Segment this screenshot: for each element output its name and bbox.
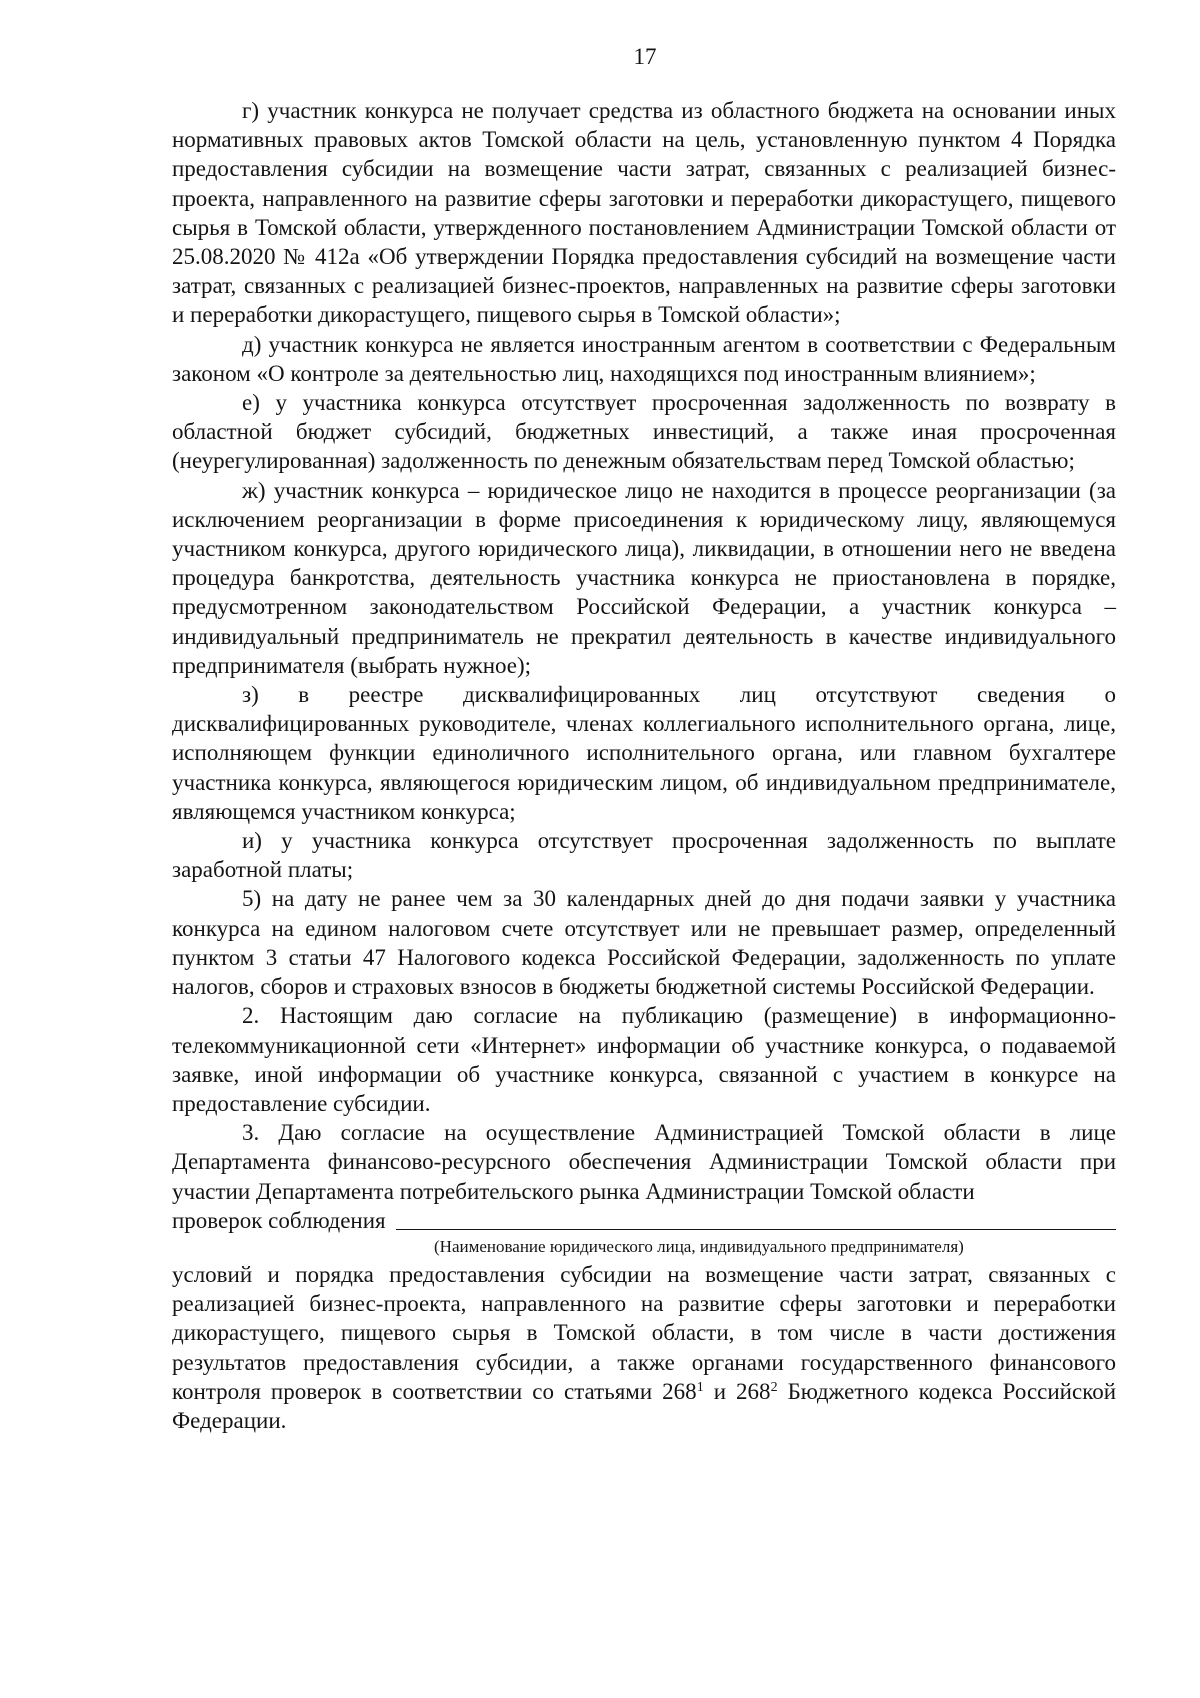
fill-in-blank-line	[396, 1207, 1116, 1230]
paragraph-d: д) участник конкурса не является иностранным агентом в соответствии с Федеральным законом «О контроле за деятельностью лиц, находящихся под иностранным влиянием»;	[172, 331, 1116, 386]
fill-in-lead: проверок соблюдения	[172, 1207, 386, 1233]
paragraph-g: г) участник конкурса не получает средства из областного бюджета на основании иных нормативных правовых актов Томской области на цель, установленную пунктом 4 Порядка предоставления субсидии на возмещение части затрат, связанных с реализацией бизнес-проекта, направленного на развитие сферы заготовки и переработки дикорастущего, пищевого сырья в Томской области, утвержденного постановлением Администрации Томской области от 25.08.2020 № 412а «Об утверждении Порядка предоставления субсидий на возмещение части затрат, связанных с реализацией бизнес-проектов, направленных на развитие сферы заготовки и переработки дикорастущего, пищевого сырья в Томской области»;	[172, 98, 1116, 328]
paragraph-i: и) у участника конкурса отсутствует просроченная задолженность по выплате заработной платы;	[172, 828, 1116, 883]
paragraph-3: 3. Даю согласие на осуществление Администрацией Томской области в лице Департамента финансово-ресурсного обеспечения Администрации Томской области при участии Департамента потребительского рынка Администрации Томской области	[172, 1120, 1116, 1204]
fill-in-caption: (Наименование юридического лица, индивидуального предпринимателя)	[434, 1236, 964, 1256]
paragraph-e: е) у участника конкурса отсутствует просроченная задолженность по возврату в областной бюджет субсидий, бюджетных инвестиций, а также иная просроченная (неурегулированная) задолженность по денежным обязательствам перед Томской областью;	[172, 390, 1116, 474]
paragraph-z: з) в реестре дисквалифицированных лиц отсутствуют сведения о дисквалифицированных руководителе, членах коллегиального исполнительного органа, лице, исполняющем функции единоличного исполнительного органа, или главном бухгалтере участника конкурса, являющегося юридическим лицом, об индивидуальном предпринимателе, являющемся участником конкурса;	[172, 682, 1116, 824]
superscript-2: 2	[770, 1379, 778, 1395]
paragraph-5: 5) на дату не ранее чем за 30 календарных дней до дня подачи заявки у участника конкурса на едином налоговом счете отсутствует или не превышает размер, определенный пунктом 3 статьи 47 Налогового кодекса Российской Федерации, задолженность по уплате налогов, сборов и страховых взносов в бюджеты бюджетной системы Российской Федерации.	[172, 886, 1116, 1000]
page-number: 17	[633, 44, 657, 69]
document-body	[172, 96, 1116, 1435]
superscript-1: 1	[696, 1379, 704, 1395]
paragraph-3-continued	[172, 1260, 1116, 1435]
fill-in-row	[172, 1206, 1116, 1235]
paragraph-3-cont-text: условий и порядка предоставления субсидии на возмещение части затрат, связанных с реализацией бизнес-проекта, направленного на развитие сферы заготовки и переработки дикорастущего, пищевого сырья в Томской области, в том числе в части достижения результатов предоставления субсидии, а также органами государственного финансового контроля проверок в соответствии со статьями 268	[172, 1261, 1116, 1404]
paragraph-2: 2. Настоящим даю согласие на публикацию (размещение) в информационно-телекоммуникационной сети «Интернет» информации об участнике конкурса, о подаваемой заявке, иной информации об участнике конкурса, связанной с участием в конкурсе на предоставление субсидии.	[172, 1003, 1116, 1116]
paragraph-3-mid-text: и 268	[703, 1378, 771, 1404]
paragraph-zh: ж) участник конкурса – юридическое лицо не находится в процессе реорганизации (за исключением реорганизации в форме присоединения к юридическому лицу, являющемуся участником конкурса, другого юридического лица), ликвидации, в отношении него не введена процедура банкротства, деятельность участника конкурса не приостановлена в порядке, предусмотренном законодательством Российской Федерации, а участник конкурса – индивидуальный предприниматель не прекратил деятельность в качестве индивидуального предпринимателя (выбрать нужное);	[172, 477, 1116, 678]
paragraph-3-end-text: Бюджетного кодекса Российской Федерации.	[172, 1378, 1117, 1433]
